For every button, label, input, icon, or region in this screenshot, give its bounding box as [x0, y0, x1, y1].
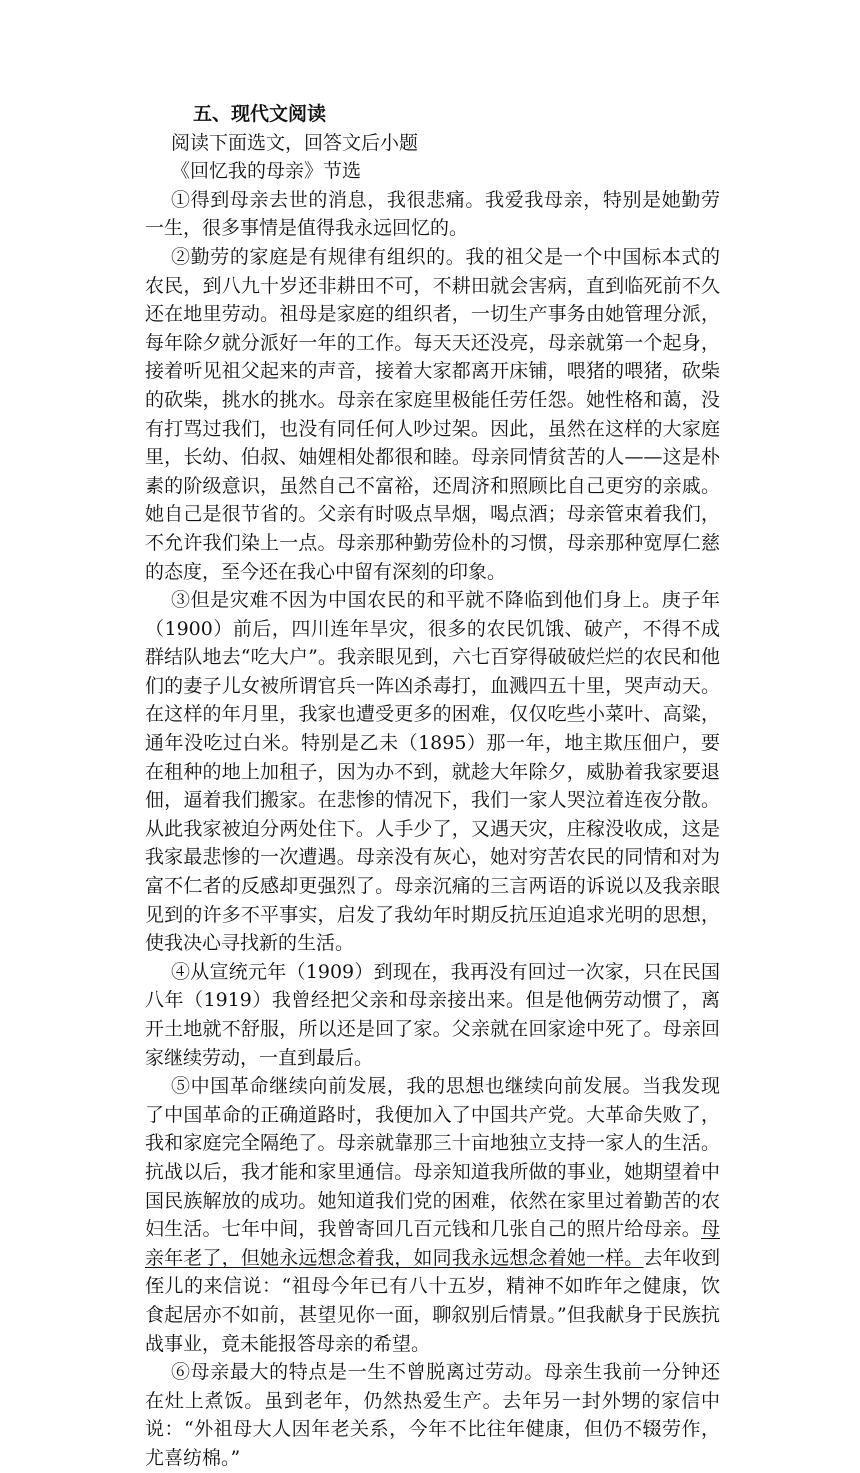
excerpt-source-title: 《回忆我的母亲》节选 [171, 160, 362, 183]
paragraph-1: ①得到母亲去世的消息，我很悲痛。我爱我母亲，特别是她勤劳一生，很多事情是值得我永远回忆的。 [145, 188, 720, 240]
reading-section [145, 100, 720, 1473]
paragraph-5 [145, 1072, 720, 1358]
reading-instruction: 阅读下面选文，回答文后小题 [171, 131, 419, 154]
paragraph-2: ②勤劳的家庭是有规律有组织的。我的祖父是一个中国标本式的农民，到八九十岁还非耕田不可，不耕田就会害病，直到临死前不久还在地里劳动。祖母是家庭的组织者，一切生产事务由她管理分派，每年除夕就分派好一年的工作。每天天还没亮，母亲就第一个起身，接着听见祖父起来的声音，接着大家都离开床铺，喂猪的喂猪，砍柴的砍柴，挑水的挑水。母亲在家庭里极能任劳任怨。她性格和蔼，没有打骂过我们，也没有同任何人吵过架。因此，虽然在这样的大家庭里，长幼、伯叔、妯娌相处都很和睦。母亲同情贫苦的人——这是朴素的阶级意识，虽然自己不富裕，还周济和照顾比自己更穷的亲戚。她自己是很节省的。父亲有时吸点旱烟，喝点酒；母亲管束着我们，不允许我们染上一点。母亲那种勤劳俭朴的习惯，母亲那种宽厚仁慈的态度，至今还在我心中留有深刻的印象。 [145, 245, 720, 583]
paragraph-5-text-before: ⑤中国革命继续向前发展，我的思想也继续向前发展。当我发现了中国革命的正确道路时，我便加入了中国共产党。大革命失败了，我和家庭完全隔绝了。母亲就靠那三十亩地独立支持一家人的生活。抗战以后，我才能和家里通信。母亲知道我所做的事业，她期望着中国民族解放的成功。她知道我们党的困难，依然在家里过着勤苦的农妇生活。七年中间，我曾寄回几百元钱和几张自己的照片给母亲。 [145, 1075, 720, 1241]
paragraph-6: ⑥母亲最大的特点是一生不曾脱离过劳动。母亲生我前一分钟还在灶上煮饭。虽到老年，仍然热爱生产。去年另一封外甥的家信中说：“外祖母大人因年老关系，今年不比往年健康，但仍不辍劳作，尤喜纺棉。” [145, 1361, 720, 1469]
section-title: 五、现代文阅读 [193, 103, 327, 125]
paragraph-5-text-after: 去年收到侄儿的来信说：“祖母今年已有八十五岁，精神不如昨年之健康，饮食起居亦不如前，甚望见你一面，聊叙别后情景。”但我献身于民族抗战事业，竟未能报答母亲的希望。 [145, 1246, 720, 1355]
paragraph-3: ③但是灾难不因为中国农民的和平就不降临到他们身上。庚子年（1900）前后，四川连年旱灾，很多的农民饥饿、破产，不得不成群结队地去“吃大户”。我亲眼见到，六七百穿得破破烂烂的农民和他们的妻子儿女被所谓官兵一阵凶杀毒打，血溅四五十里，哭声动天。在这样的年月里，我家也遭受更多的困难，仅仅吃些小菜叶、高粱，通年没吃过白米。特别是乙未（1895）那一年，地主欺压佃户，要在租种的地上加租子，因为办不到，就趁大年除夕，威胁着我家要退佃，逼着我们搬家。在悲惨的情况下，我们一家人哭泣着连夜分散。从此我家被迫分两处住下。人手少了，又遇天灾，庄稼没收成，这是我家最悲惨的一次遭遇。母亲没有灰心，她对穷苦农民的同情和对为富不仁者的反感却更强烈了。母亲沉痛的三言两语的诉说以及我亲眼见到的许多不平事实，启发了我幼年时期反抗压迫追求光明的思想，使我决心寻找新的生活。 [145, 589, 720, 955]
paragraph-4: ④从宣统元年（1909）到现在，我再没有回过一次家，只在民国八年（1919）我曾经把父亲和母亲接出来。但是他俩劳动惯了，离开土地就不舒服，所以还是回了家。父亲就在回家途中死了。母亲回家继续劳动，一直到最后。 [145, 960, 720, 1069]
underlined-sentence: 母亲年老了，但她永远想念着我，如同我永远想念着她一样。 [145, 1218, 720, 1269]
